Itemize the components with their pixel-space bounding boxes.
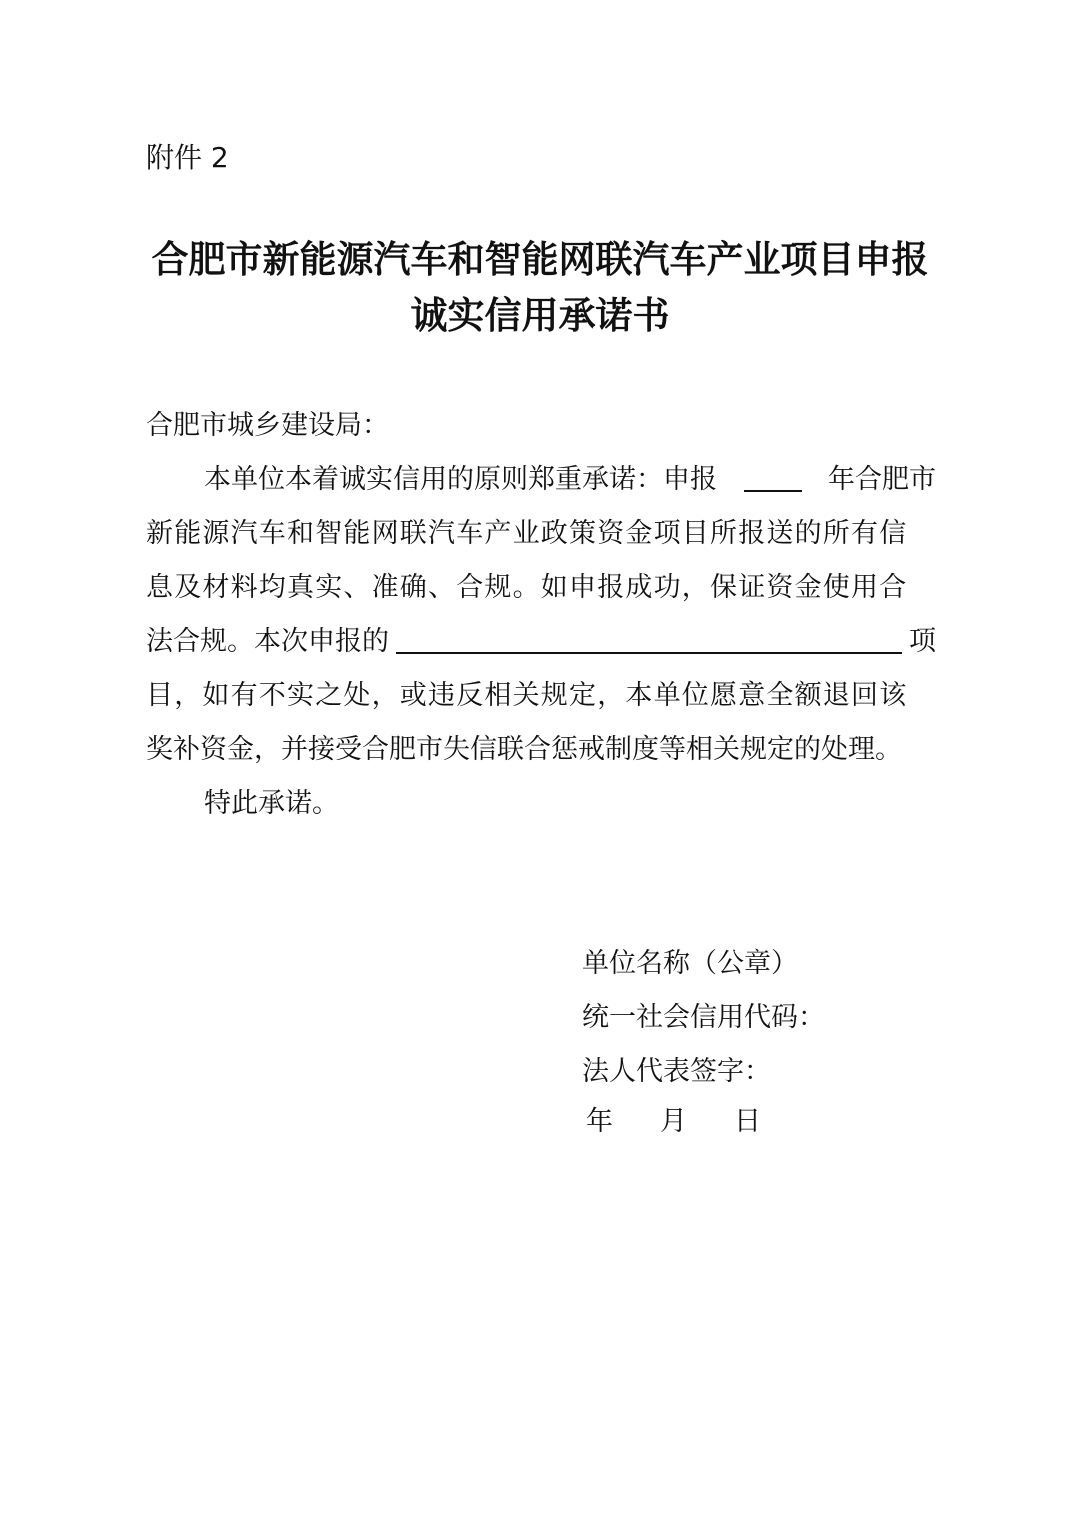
date-month-label: 月 (660, 1106, 687, 1137)
addressee: 合肥市城乡建设局： (146, 410, 389, 441)
body-line-1-start: 本单位本着诚实信用的原则郑重承诺：申报 (204, 464, 717, 495)
credit-code-label: 统一社会信用代码： (582, 1002, 825, 1033)
body-line-2: 新能源汽车和智能网联汽车产业政策资金项目所报送的所有信 (146, 518, 908, 549)
date-day-label: 日 (734, 1106, 761, 1137)
body-line-4-start: 法合规。本次申报的 (146, 626, 389, 657)
signature-date (586, 1102, 761, 1142)
legal-rep-signature-label: 法人代表签字： (582, 1056, 771, 1087)
document-title-line-1: 合肥市新能源汽车和智能网联汽车产业项目申报 (151, 238, 929, 281)
document-title-line-2: 诚实信用承诺书 (410, 294, 670, 337)
body-line-5: 目，如有不实之处，或违反相关规定，本单位愿意全额退回该 (146, 680, 908, 711)
unit-name-label: 单位名称（公章） (582, 948, 798, 979)
attachment-label: 附件 2 (146, 141, 229, 174)
body-line-6: 奖补资金，并接受合肥市失信联合惩戒制度等相关规定的处理。 (146, 734, 902, 765)
year-fill-blank[interactable] (744, 460, 802, 492)
body-line-1-end: 年合肥市 (828, 464, 936, 495)
body-line-1 (204, 460, 936, 500)
body-line-3: 息及材料均真实、准确、合规。如申报成功，保证资金使用合 (146, 572, 908, 603)
project-name-fill-blank[interactable] (396, 622, 902, 654)
body-line-4-end: 项 (909, 626, 936, 657)
body-line-4 (146, 622, 936, 662)
date-year-label: 年 (586, 1106, 613, 1137)
closing-statement: 特此承诺。 (204, 788, 339, 819)
